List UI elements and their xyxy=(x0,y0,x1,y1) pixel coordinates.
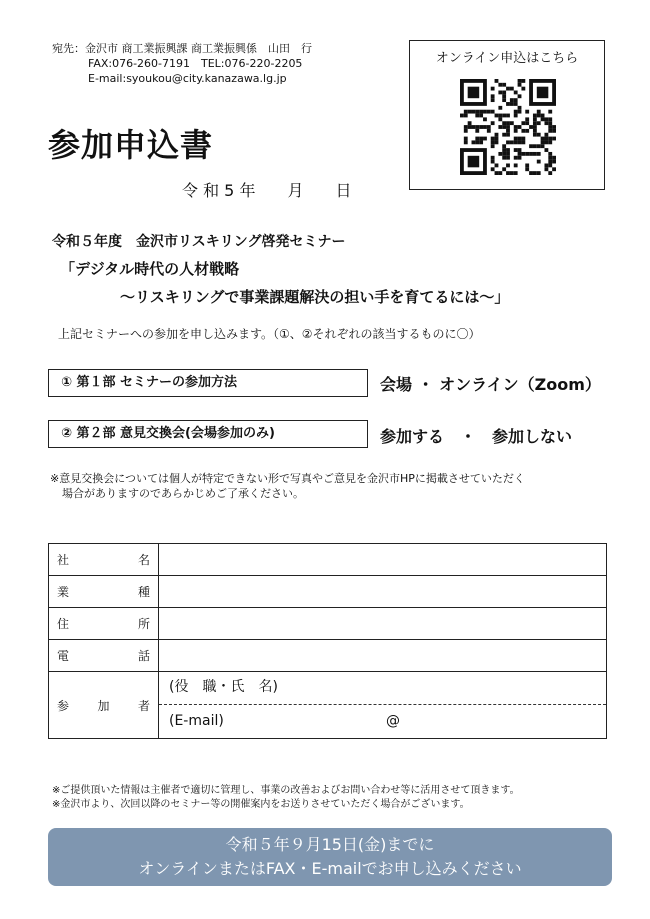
seminar-title: 令和５年度 金沢市リスキリング啓発セミナー xyxy=(52,234,346,250)
company-label xyxy=(49,544,159,576)
seminar-subtitle-2: ～リスキリングで事業課題解決の担い手を育てるには～」 xyxy=(120,288,510,306)
email-field[interactable] xyxy=(159,705,606,738)
address-field[interactable] xyxy=(159,608,607,640)
application-form xyxy=(48,543,607,739)
position-name-field[interactable]: (役 職・氏 名) xyxy=(159,672,606,705)
qr-code-icon[interactable] xyxy=(460,79,556,175)
part2-options[interactable]: 参加する ・ 参加しない xyxy=(380,427,573,446)
address-label-char: 住 xyxy=(57,617,70,631)
deadline-instructions: オンラインまたはFAX・E-mailでお申し込みください xyxy=(138,859,522,878)
email-label: (E-mail) xyxy=(169,713,224,729)
email-at-sign: @ xyxy=(386,713,400,729)
footnote-line: ※金沢市より、次回以降のセミナー等の開催案内をお送りさせていただく場合がございます。 xyxy=(52,799,470,810)
note-line: 場合がありますのであらかじめご了承ください。 xyxy=(62,487,304,500)
recipient-fax-tel: FAX:076-260-7191 TEL:076-220-2205 xyxy=(88,57,303,70)
participant-field xyxy=(159,672,607,739)
part1-label-box: ① 第１部 セミナーの参加方法 xyxy=(48,369,368,397)
footnote-line: ※ご提供頂いた情報は主催者で適切に管理し、事業の改善およびお問い合わせ等に活用させて頂きます。 xyxy=(52,785,520,796)
page-title: 参加申込書 xyxy=(48,126,214,164)
industry-field[interactable] xyxy=(159,576,607,608)
phone-label-char: 電 xyxy=(57,649,70,663)
recipient-email: E-mail:syoukou@city.kanazawa.lg.jp xyxy=(88,72,287,85)
phone-field[interactable] xyxy=(159,640,607,672)
address-label-char: 所 xyxy=(137,617,150,631)
recipient-address xyxy=(52,41,312,86)
seminar-subtitle-1: 「デジタル時代の人材戦略 xyxy=(60,260,240,278)
deadline-text: 令和５年９月15日(金)までに xyxy=(225,835,435,854)
note-line: ※意見交換会については個人が特定できない形で写真やご意見を金沢市HPに掲載させていただく xyxy=(50,472,525,485)
part2-label-box: ② 第２部 意見交換会(会場参加のみ) xyxy=(48,420,368,448)
application-date: 令 和 5 年 月 日 xyxy=(182,181,352,200)
company-label-char: 名 xyxy=(137,553,150,567)
recipient-line: 宛先：金沢市 商工業振興課 商工業振興係 山田 行 xyxy=(52,42,312,55)
online-application-box[interactable] xyxy=(409,40,605,190)
participant-label xyxy=(49,672,159,739)
company-field[interactable] xyxy=(159,544,607,576)
online-application-label: オンライン申込はこちら xyxy=(435,51,579,66)
participant-label-char: 者 xyxy=(137,698,150,713)
industry-label-char: 種 xyxy=(137,585,150,599)
industry-label-char: 業 xyxy=(57,585,70,599)
phone-label xyxy=(49,640,159,672)
company-label-char: 社 xyxy=(57,553,70,567)
deadline-banner xyxy=(48,828,612,886)
part1-options[interactable]: 会場 ・ オンライン（Zoom） xyxy=(380,375,601,394)
footnotes xyxy=(52,784,520,812)
industry-label xyxy=(49,576,159,608)
participant-label-char: 加 xyxy=(97,698,110,713)
address-label xyxy=(49,608,159,640)
phone-label-char: 話 xyxy=(137,649,150,663)
exchange-note xyxy=(50,471,525,501)
participant-label-char: 参 xyxy=(57,698,70,713)
intro-text: 上記セミナーへの参加を申し込みます。（①、②それぞれの該当するものに〇） xyxy=(58,327,481,341)
